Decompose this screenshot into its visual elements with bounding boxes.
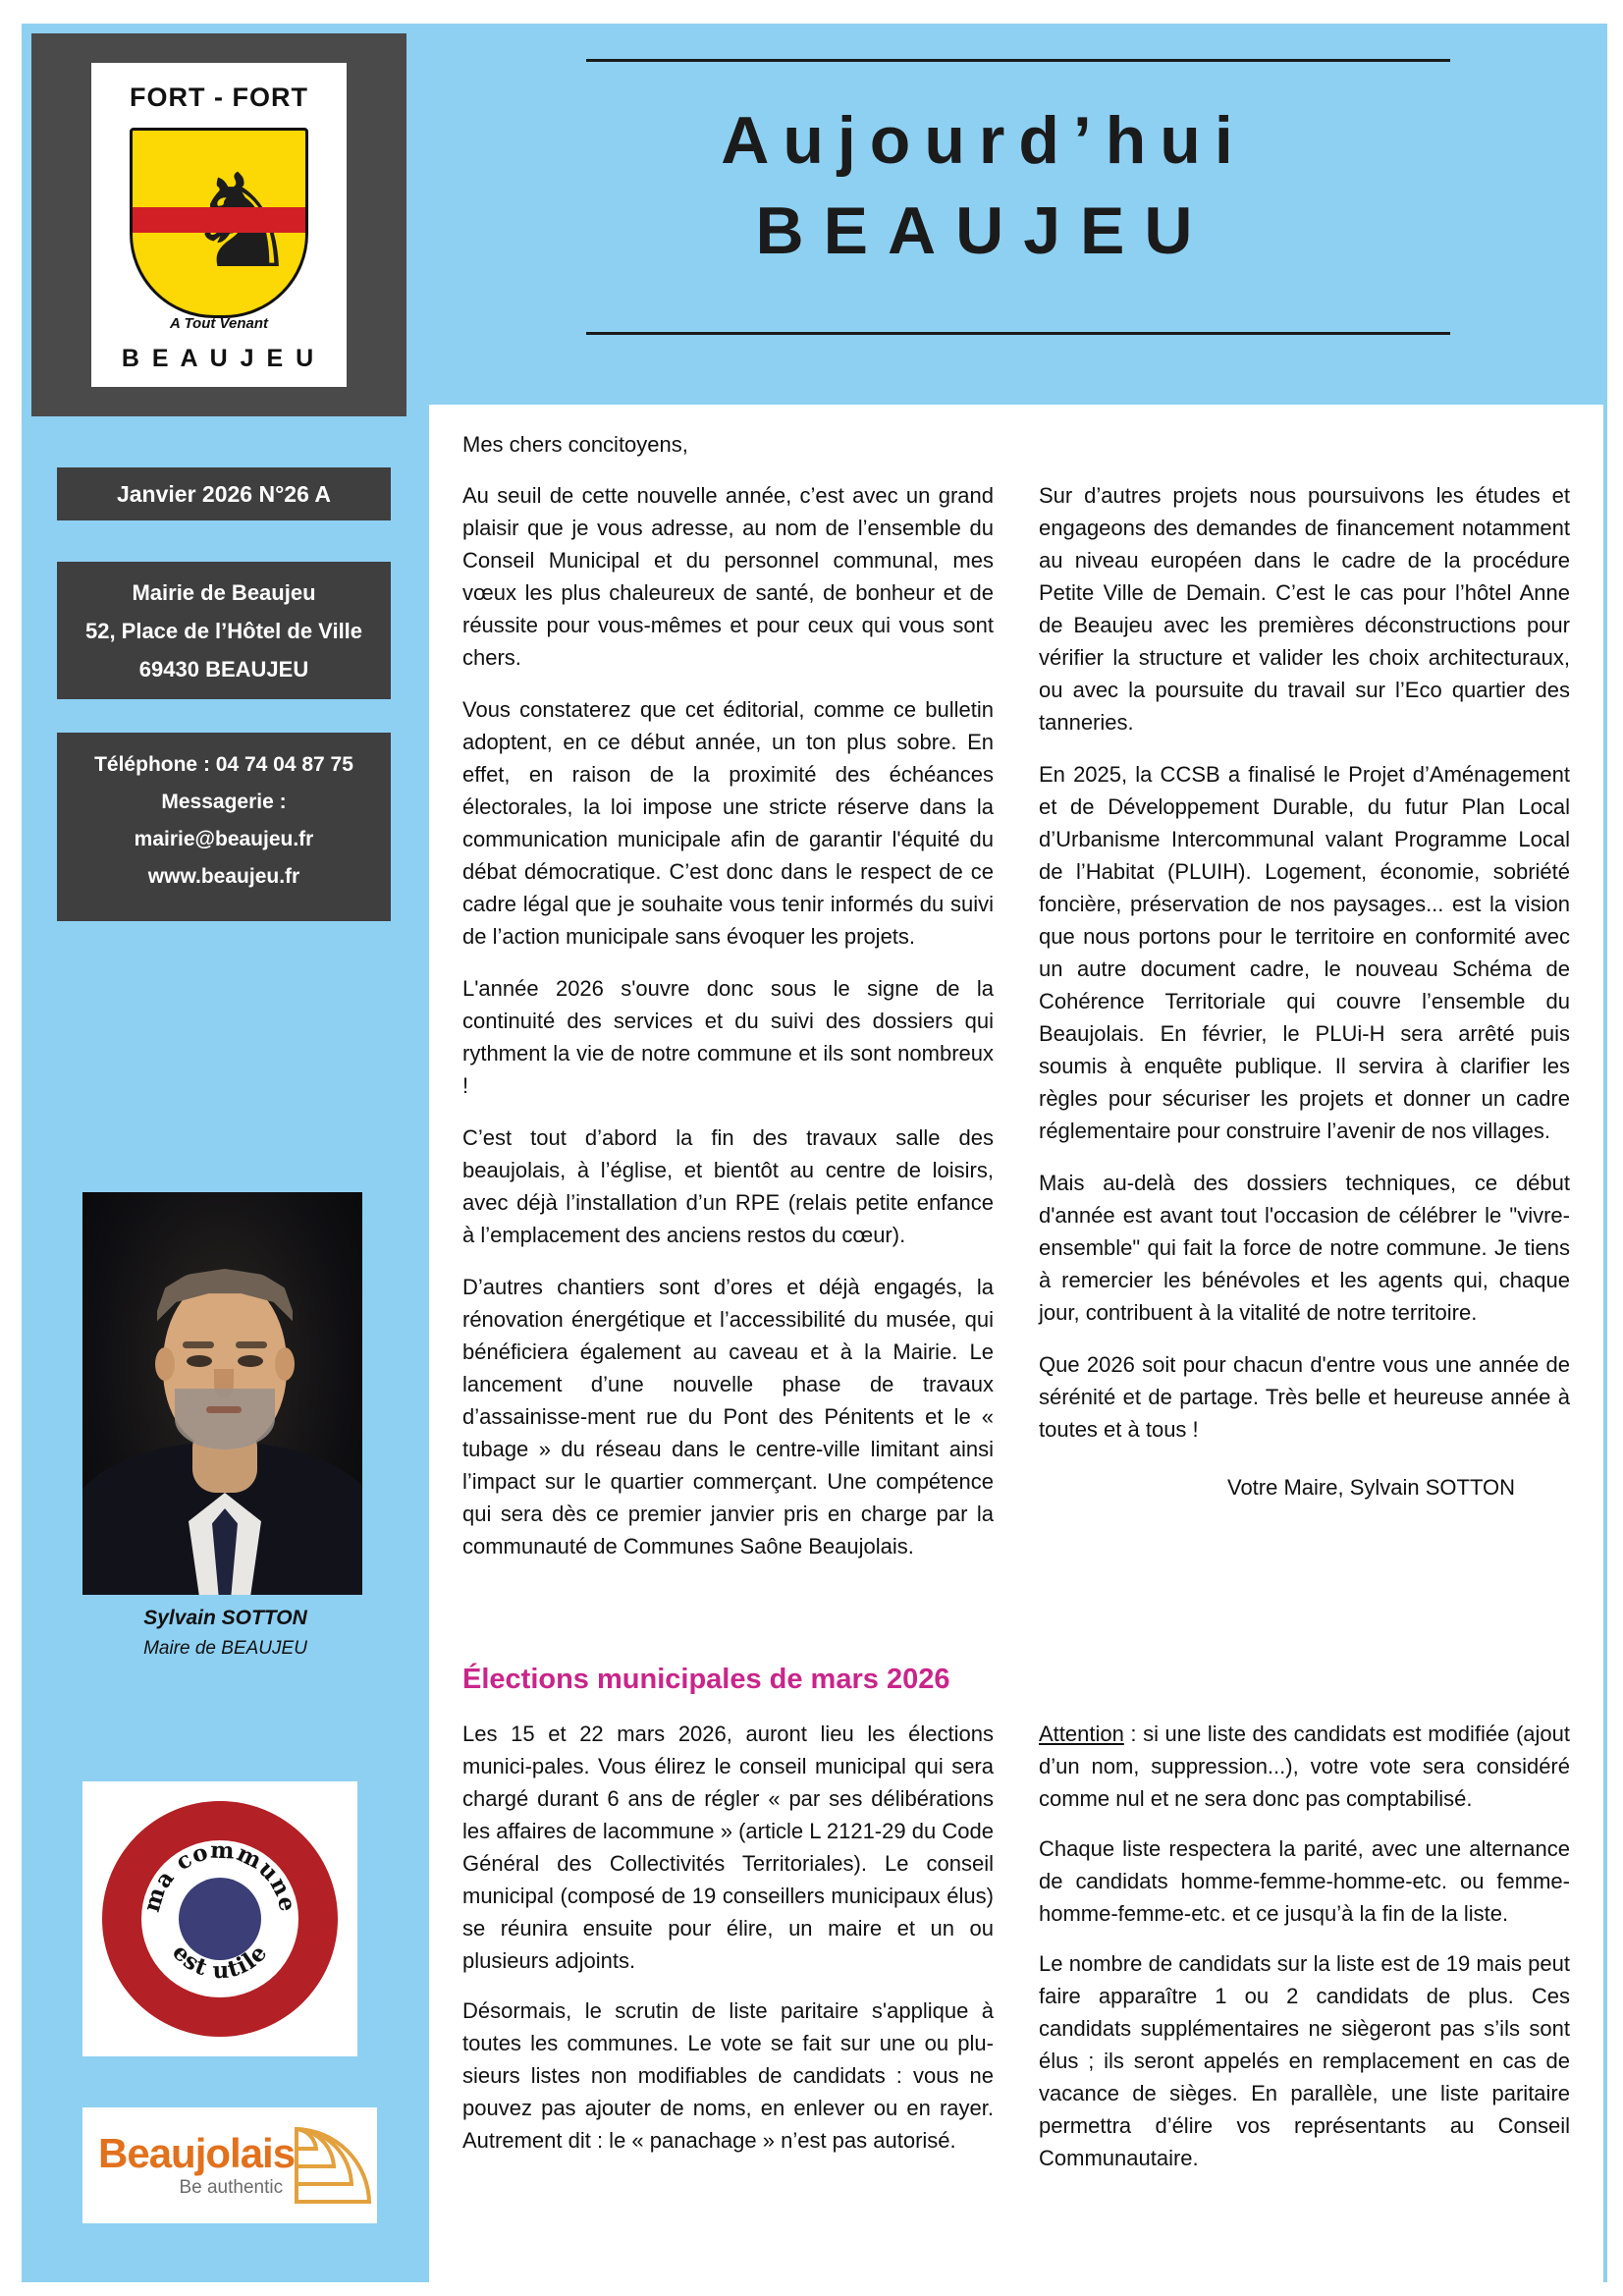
portrait-mouth — [206, 1406, 242, 1413]
portrait-brow-right — [236, 1341, 267, 1348]
email-link[interactable]: mairie@beaujeu.fr — [134, 828, 314, 850]
masthead-title-line2: BEAUJEU — [755, 193, 1213, 268]
address-block — [57, 562, 391, 699]
cocarde-bottom-text: est utile — [167, 1939, 273, 1985]
ma-commune-est-utile-logo — [82, 1781, 357, 2056]
elections-paragraph: Désormais, le scrutin de liste paritaire s'applique à toutes les communes. Le vote se fait sur une ou plu-sieurs listes non modifiables de candidats : vous ne pouvez pas ajouter de noms, en enlever ou en rayer. Autrement dit : le « panachage » n’est pas autorisé. — [462, 1998, 994, 2153]
elections-title: Élections municipales de mars 2026 — [462, 1664, 950, 1695]
editorial-section — [429, 405, 1603, 1630]
attention-label: Attention — [1039, 1722, 1124, 1746]
beaujolais-name: Beaujolais — [98, 2130, 296, 2176]
crest-top-text: FORT - FORT — [130, 82, 308, 112]
scan-edge-right — [1607, 0, 1623, 2296]
portrait-eye-right — [238, 1355, 263, 1367]
attention-rest: : si une liste des candidats est modifiée (ajout d’un nom, suppression...), votre vote sera considéré comme nul et ne sera donc pas comptabilisé. — [1039, 1722, 1570, 1811]
elections-attention-paragraph — [1039, 1718, 1570, 1815]
scan-edge-left — [0, 0, 22, 2296]
editorial-paragraph: C’est tout d’abord la fin des travaux salle des beaujolais, à l’église, et bientôt au centre de loisirs, avec déjà l’installation d’un RPE (relais petite enfance à l’emplacement des anciens restos du cœur). — [462, 1125, 994, 1247]
editorial-paragraph: L'année 2026 s'ouvre donc sous le signe de la continuité des services et du suivi des dossiers qui rythment la vie de notre commune et ils sont nombreux ! — [462, 976, 994, 1098]
portrait-ear-left — [155, 1347, 175, 1381]
beaujolais-logo — [82, 2107, 377, 2223]
portrait-brow-left — [183, 1341, 214, 1348]
mayor-role: Maire de BEAUJEU — [143, 1638, 307, 1659]
scan-edge-top — [0, 0, 1623, 24]
issue-label: Janvier 2026 N°26 A — [57, 467, 391, 520]
address-line-3: 69430 BEAUJEU — [138, 657, 309, 682]
editorial-paragraph: Vous constaterez que cet éditorial, comme ce bulletin adoptent, en ce début année, un ton plus sobre. En effet, en raison de la proximité des échéances électorales, la loi impose une stricte réserve dans la communication municipale afin de garantir l'équité du débat démocratique. C’est donc dans le respect de ce cadre légal que je souhaite vous tenir informés du suivi de l’action municipale sans évoquer les projets. — [462, 697, 994, 949]
shield-bar — [130, 207, 308, 233]
editorial-paragraph: Que 2026 soit pour chacun d'entre vous une année de sérénité et de partage. Très belle et heureuse année à toutes et à tous ! — [1039, 1352, 1570, 1442]
cocarde-top-text: ma commune — [137, 1836, 301, 1915]
coat-of-arms — [31, 33, 406, 416]
beaujolais-tagline: Be authentic — [179, 2177, 284, 2198]
editorial-signature: Votre Maire, Sylvain SOTTON — [1226, 1475, 1515, 1500]
coat-of-arms-inner — [91, 63, 347, 387]
elections-paragraph: Chaque liste respectera la parité, avec une alternance de candidats homme-femme-homme-etc. ou femme-homme-femme-etc. et ce jusqu’à la fin de la liste. — [1039, 1836, 1570, 1926]
shield-icon — [130, 128, 308, 318]
contact-block — [57, 733, 391, 921]
editorial-paragraph: Au seuil de cette nouvelle année, c’est avec un grand plaisir que je vous adresse, au nom de l’ensemble du Conseil Municipal et du personnel communal, mes vœux les plus chaleureux de santé, de bonheur et de réussite pour vous-mêmes et pour ceux qui vous sont chers. — [462, 483, 994, 670]
beaujolais-text — [98, 2132, 295, 2199]
sidebar — [22, 24, 429, 2282]
masthead-title-line1: Aujourd’hui — [721, 103, 1247, 178]
editorial-paragraph: Mais au-delà des dossiers techniques, ce début d'année est avant tout l'occasion de célébrer le "vivre-ensemble" qui fait la force de notre commune. Je tiens à remercier les bénévoles et les agents qui, chaque jour, contribuent à la vitalité de notre territoire. — [1039, 1171, 1570, 1325]
messagerie-label: Messagerie : — [161, 791, 287, 813]
masthead — [429, 24, 1607, 387]
editorial-paragraph: En 2025, la CCSB a finalisé le Projet d’Aménagement et de Développement Durable, du futur Plan Local d’Urbanisme Intercommunal valant Programme Local de l’Habitat (PLUIH). Logement, économie, sobriété foncière, préservation de nos paysages... est la vision que nous portons pour le territoire en conformité avec un autre document cadre, le nouveau Schéma de Cohérence Territoriale qui couvre l’ensemble du Beaujolais. En février, le PLUi-H sera arrêté puis soumis à enquête publique. Il servira à clarifier les règles pour sécuriser les projets et donner un cadre réglementaire pour construire l’avenir de nos villages. — [1039, 762, 1570, 1143]
portrait-eye-left — [187, 1355, 212, 1367]
crest-motto: A Tout Venant — [170, 315, 268, 332]
crest-bottom-text: B E A U J E U — [121, 345, 317, 372]
address-line-1: Mairie de Beaujeu — [132, 580, 316, 605]
address-line-2: 52, Place de l’Hôtel de Ville — [84, 619, 363, 643]
editorial-greeting: Mes chers concitoyens, — [462, 432, 688, 457]
editorial-paragraph: D’autres chantiers sont d’ores et déjà engagés, la rénovation énergétique et l’accessibilité du musée, qui bénéficiera également au caveau et à la Mairie. Le lancement d’une nouvelle phase de travaux d’assainisse-ment rue du Pont des Pénitents et le « tubage » du réseau dans le centre-ville limitant ainsi l’impact sur le quartier commerçant. Une compétence qui sera dès ce premier janvier pris en charge par la communauté de Communes Saône Beaujolais. — [462, 1275, 994, 1558]
website-link[interactable]: www.beaujeu.fr — [147, 865, 300, 888]
editorial-columns — [462, 479, 1570, 1562]
cocarde-icon — [102, 1801, 338, 2037]
elections-section — [429, 1630, 1603, 2282]
elections-columns — [462, 1718, 1570, 2183]
masthead-rule-bottom — [586, 332, 1450, 335]
editorial-paragraph: Sur d’autres projets nous poursuivons les études et engageons des demandes de financement notamment au niveau européen dans le cadre de la procédure Petite Ville de Demain. C’est le cas pour l’hôtel Anne de Beaujeu avec les premières déconstructions pour vérifier la structure et valider les choix architecturaux, ou avec la poursuite du travail sur l’Eco quartier des tanneries. — [1039, 483, 1570, 735]
portrait-ear-right — [275, 1347, 295, 1381]
masthead-rule-top — [586, 59, 1450, 62]
portrait-beard — [175, 1389, 275, 1449]
beaujolais-mark-icon — [295, 2127, 369, 2204]
cocarde-text-svg — [102, 1801, 338, 2037]
mayor-portrait — [82, 1192, 362, 1595]
elections-paragraph: Le nombre de candidats sur la liste est de 19 mais peut faire apparaître 1 ou 2 candidats de plus. Ces candidats supplémentaires ne siègeront pas s’ils sont élus ; ils seront appelés en remplacement en cas de vacance de sièges. En parallèle, une liste paritaire permettra d’élire vos représentants au Conseil Communautaire. — [1039, 1951, 1570, 2170]
elections-paragraph: Les 15 et 22 mars 2026, auront lieu les élections munici-pales. Vous élirez le conseil municipal qui sera chargé durant 6 ans de régler « par ses délibérations les affaires de lacommune » (article L 2121-29 du Code Général des Collectivités Territoriales). Le conseil municipal (composé de 19 conseillers municipaux élus) se réunira ensuite pour élire, un maire et un ou plusieurs adjoints. — [462, 1722, 994, 1973]
phone-line: Téléphone : 04 74 04 87 75 — [94, 753, 353, 776]
scan-edge-bottom — [0, 2282, 1623, 2296]
mayor-name: Sylvain SOTTON — [143, 1607, 307, 1629]
